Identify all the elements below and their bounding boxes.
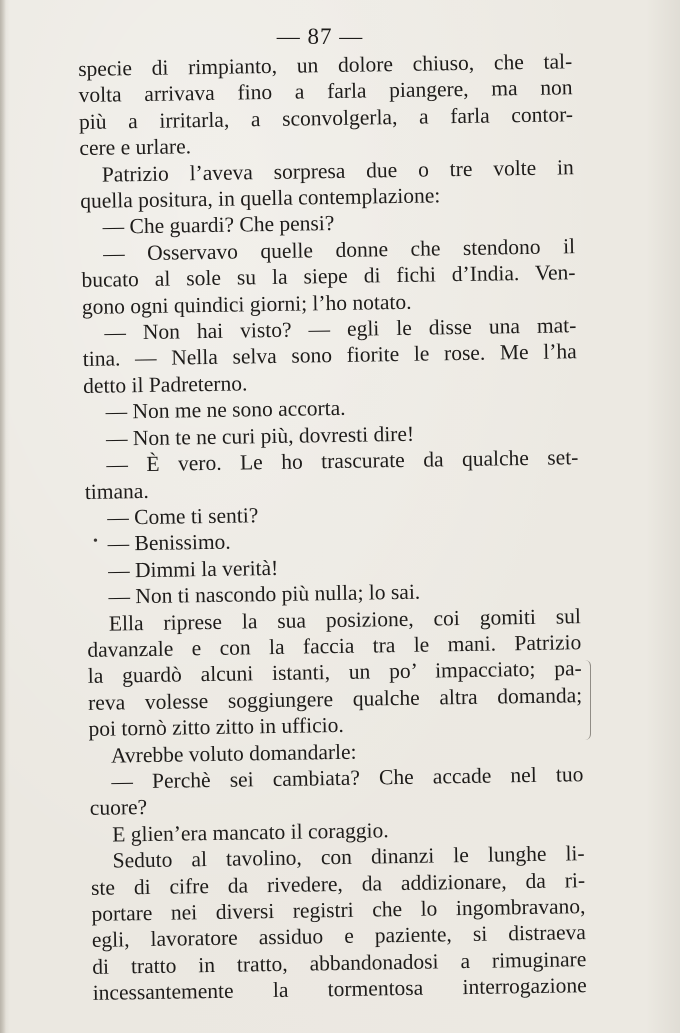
text-line: ste di cifre da rivedere, da addizionare, da ri- xyxy=(90,867,586,900)
text-line: E glien’era mancato il coraggio. xyxy=(112,817,389,847)
text-line: la guardò alcuni istanti, un po’ impacciato; pa- xyxy=(87,656,582,689)
text-line: — Che guardi? Che pensi? xyxy=(102,211,335,240)
text-line: egli, lavoratore assiduo e paziente, si distraeva xyxy=(91,920,587,953)
text-line: Ella riprese la sua posizione, coi gomiti sul xyxy=(108,603,582,636)
text-line: reva volesse soggiungere qualche altra domanda; xyxy=(87,682,583,715)
text-line: — Non me ne sono accorta. xyxy=(105,396,346,424)
text-line: gono ogni quindici giorni; l’ho notato. xyxy=(81,289,412,319)
text-line: Patrizio l’aveva sorpresa due o tre volte in xyxy=(101,154,574,187)
text-line: — È vero. Le ho trascurate da qualche set- xyxy=(106,445,579,477)
page-number: — 87 — xyxy=(276,24,364,49)
text-line: portare nei diversi registri che lo ingombravano, xyxy=(91,894,586,926)
text-line: Seduto al tavolino, con dinanzi le lunghe li- xyxy=(112,841,585,873)
text-line: bucato al sole su la siepe di fichi d’India. Ven- xyxy=(81,260,576,293)
text-line: Avrebbe voluto domandarle: xyxy=(110,739,357,768)
margin-pencil-mark xyxy=(584,660,591,740)
page-gutter-shadow xyxy=(0,0,6,1033)
text-line: — Non te ne curi più, dovresti dire! xyxy=(105,421,415,451)
text-line: tina. — Nella selva sono fiorite le rose. Me l’ha xyxy=(82,339,577,372)
text-line: volta arrivava fino a farla piangere, ma non xyxy=(78,75,573,108)
text-line: timana. xyxy=(84,478,149,504)
text-line: quella positura, in quella contemplazione: xyxy=(80,183,441,214)
text-line: davanzale e con la faccia tra le mani. Patrizio xyxy=(87,630,582,662)
stray-ink-dot: • xyxy=(93,534,98,549)
text-line: — Non hai visto? — egli le disse una mat- xyxy=(104,313,577,345)
text-line: — Osservavo quelle donne che stendono il xyxy=(102,234,576,266)
text-line: incessantemente la tormentosa interrogazione xyxy=(92,973,587,1006)
text-line: specie di rimpianto, un dolore chiuso, che tal- xyxy=(78,49,573,81)
text-line: — Come ti senti? xyxy=(107,503,259,530)
text-line: poi tornò zitto zitto in ufficio. xyxy=(88,713,344,742)
text-line: — Non ti nascondo più nulla; lo sai. xyxy=(108,579,421,609)
text-line: cuore? xyxy=(89,795,148,821)
text-line: — Benissimo. xyxy=(107,529,231,556)
text-line: — Dimmi la verità! xyxy=(107,555,279,583)
text-line: più a irritarla, a sconvolgerla, a farla contor- xyxy=(78,102,574,134)
body-text xyxy=(78,48,587,1006)
text-line: di tratto in tratto, abbandonadosi a rimuginare xyxy=(92,946,587,979)
text-line: cere e urlare. xyxy=(79,134,192,161)
text-line: — Perchè sei cambiata? Che accade nel tuo xyxy=(111,762,584,794)
text-line: detto il Padreterno. xyxy=(82,371,248,398)
